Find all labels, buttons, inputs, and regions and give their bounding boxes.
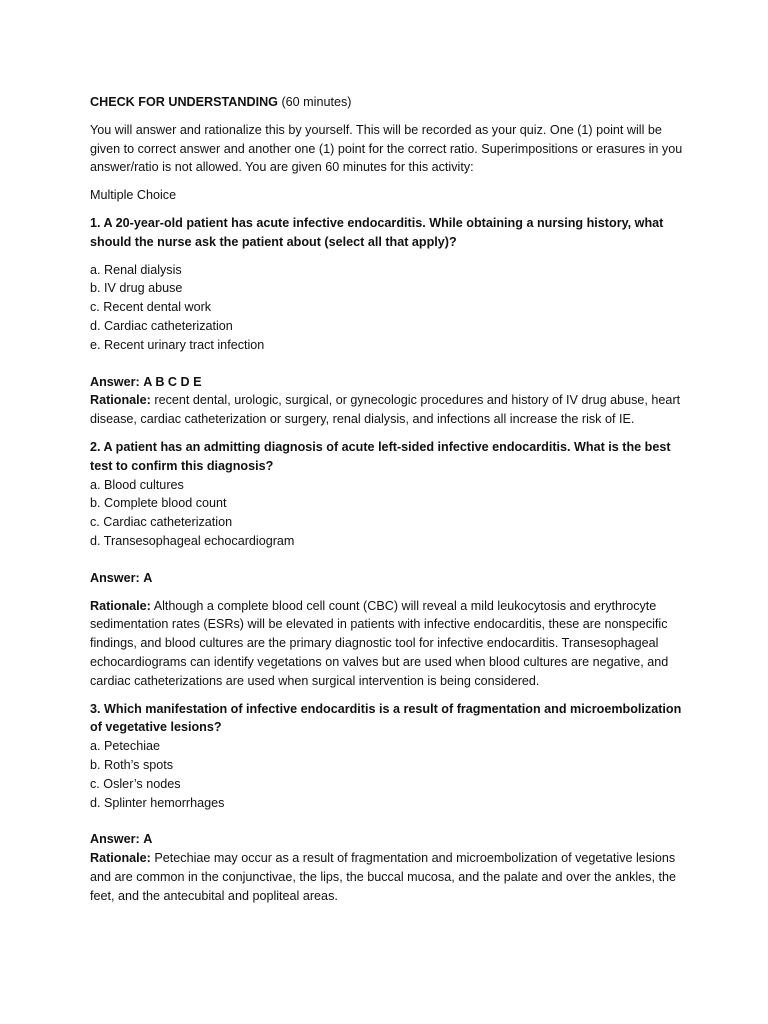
answer-label: Answer: — [90, 570, 140, 585]
document-page — [90, 93, 690, 905]
question-3-rationale — [90, 849, 690, 905]
title-text: CHECK FOR UNDERSTANDING — [90, 95, 278, 109]
rationale-label: Rationale: — [90, 598, 151, 613]
question-1-answer-value: A B C D E — [143, 374, 202, 389]
rationale-label: Rationale: — [90, 851, 151, 866]
question-1-option-d: d. Cardiac catheterization — [90, 318, 233, 333]
question-2-answer-value: A — [143, 570, 153, 585]
question-2-text — [90, 438, 690, 476]
question-1-rationale-text: recent dental, urologic, surgical, or gynecologic procedures and history of IV drug abuse, heart disease, cardiac catheterization or surgery, renal dialysis, and infections all increase the risk of IE. — [90, 393, 681, 427]
page-title — [90, 93, 690, 112]
rationale-label: Rationale: — [90, 393, 151, 408]
duration-text: (60 minutes) — [281, 95, 352, 109]
instructions-paragraph: You will answer and rationalize this by yourself. This will be recorded as your quiz. One (1) point will be given to correct answer and another one (1) point for the correct ratio. Superimpositions or erasures in you answer/ratio is not allowed. You are given 60 minutes for this activity: — [90, 122, 683, 175]
question-1-stem: 1. A 20-year-old patient has acute infective endocarditis. While obtaining a nursing history, what should the nurse ask the patient about (select all that apply)? — [90, 215, 664, 249]
answer-label: Answer: — [90, 832, 140, 847]
section-heading: Multiple Choice — [90, 188, 177, 203]
question-3-option-a: a. Petechiae — [90, 739, 161, 754]
question-2-rationale-text: Although a complete blood cell count (CBC) will reveal a mild leukocytosis and erythrocyte sedimentation rates (ESRs) will be elevated in patients with infective endocarditis, these are nonspecific findings, and blood cultures are the primary diagnostic tool for infective endocarditis. Transesophageal echocardiograms can identify vegetations on valves but are used when blood cultures are negative, and cardiac catheterizations are used when surgical intervention is being considered. — [90, 598, 669, 688]
question-3-stem: 3. Which manifestation of infective endocarditis is a result of fragmentation and microembolization of vegetative lesions? — [90, 701, 682, 735]
question-2-stem: 2. A patient has an admitting diagnosis of acute left-sided infective endocarditis. What is the best test to confirm this diagnosis? — [90, 439, 671, 473]
question-3-text — [90, 700, 690, 738]
question-1-rationale — [90, 391, 690, 429]
question-3-option-b: b. Roth’s spots — [90, 757, 174, 772]
question-2-answer — [90, 569, 690, 588]
question-3-answer-value: A — [143, 832, 153, 847]
question-3-rationale-text: Petechiae may occur as a result of fragmentation and microembolization of vegetative lesions and are common in the conjunctivae, the lips, the buccal mucosa, and the palate and over the ankles, the feet, and the antecubital and popliteal areas. — [90, 851, 676, 903]
question-2-option-b: b. Complete blood count — [90, 496, 227, 511]
question-1-option-a: a. Renal dialysis — [90, 262, 182, 277]
question-3-option-d: d. Splinter hemorrhages — [90, 795, 225, 810]
question-1-option-b: b. IV drug abuse — [90, 281, 183, 296]
question-1-answer — [90, 373, 690, 392]
question-1-option-c: c. Recent dental work — [90, 300, 212, 315]
question-2-option-c: c. Cardiac catheterization — [90, 515, 233, 530]
question-2-option-d: d. Transesophageal echocardiogram — [90, 533, 295, 548]
question-1-text — [90, 214, 690, 252]
question-3-option-c: c. Osler’s nodes — [90, 776, 181, 791]
question-1-option-e: e. Recent urinary tract infection — [90, 337, 265, 352]
question-2-option-a: a. Blood cultures — [90, 477, 184, 492]
question-3-answer — [90, 830, 690, 849]
question-2-rationale — [90, 597, 690, 691]
answer-label: Answer: — [90, 374, 140, 389]
